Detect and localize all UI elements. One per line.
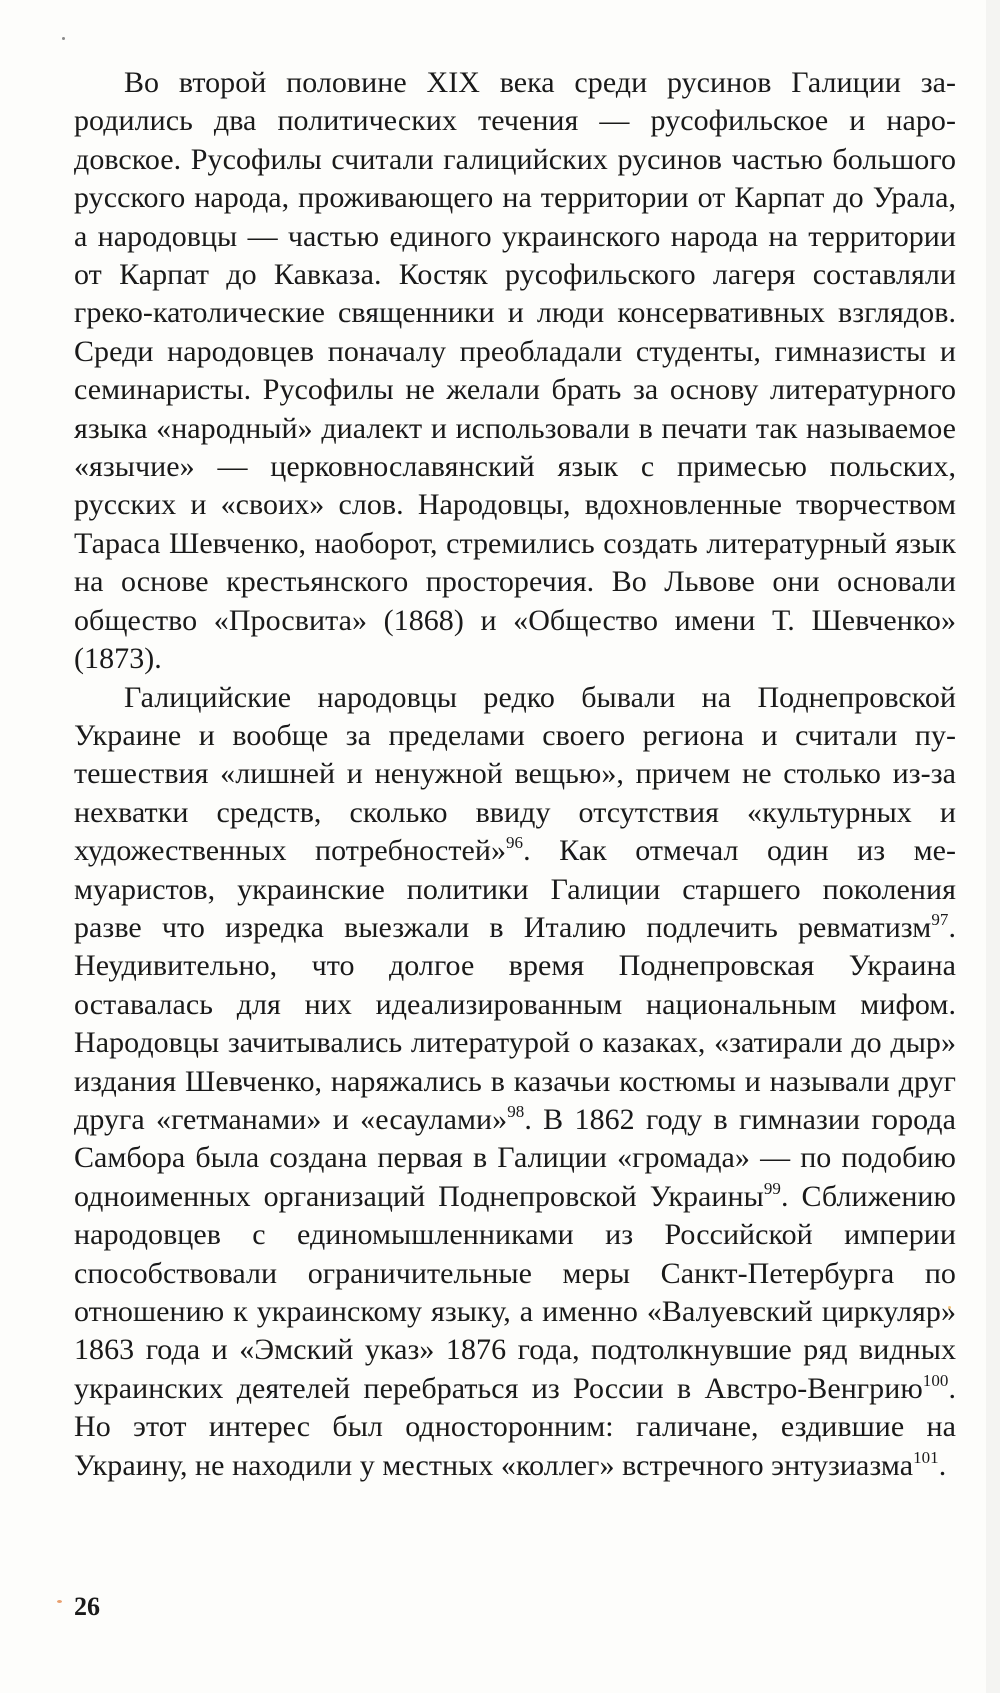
- footnote-ref: 101: [913, 1447, 939, 1467]
- paper-speck: [62, 37, 65, 40]
- text-run: . Неудивительно, что долгое время Поднепровская Украина оставалась для них идеализированным национальным мифом. Народовцы зачитывались литературой о казаках, «затирали до дыр» издания Шевченко, наряжались в казачьи костюмы и называли друг друга «гетманами» и «есаулами»: [74, 910, 956, 1136]
- page-number: 26: [74, 1592, 100, 1621]
- paragraph: [74, 679, 956, 1486]
- text-run: Во второй половине XIX века среди русинов Галиции зародились два политических течения — русофильское и народовское. Русофилы считали галицийских русинов частью большого русского народа, проживающего на территории от Карпат до Урала, а народовцы — частью единого украинского народа на территории от Карпат до Кавказа. Костяк русофильского лагеря составляли греко-католические священники и люди консервативных взглядов. Среди народовцев поначалу преобладали студенты, гимназисты и семинаристы. Русофилы не желали брать за основу литературного языка «народный» диалект и использовали в печати так называемое «язычие» — церковнославянский язык с примесью польских, русских и «своих» слов. Народовцы, вдохновленные творчеством Тараса Шевченко, наоборот, стремились создать литературный язык на основе крестьянского просторечия. Во Львове они основали общество «Просвита» (1868) и «Общество имени Т. Шевченко» (1873).: [74, 66, 956, 676]
- text-run: .: [938, 1448, 947, 1482]
- paper-speck: [57, 1600, 62, 1603]
- footnote-ref: 96: [506, 833, 524, 853]
- footnote-ref: 100: [922, 1370, 949, 1390]
- text-run: . Сближению народовцев с единомышленниками из Российской империи способствовали ограничительные меры Санкт-Петербурга по отношению к украинскому языку, а именно «Валуевский циркуляр» 1863 года и «Эмский указ» 1876 года, подтолкнувшие ряд видных украинских деятелей перебраться из России в Австро-Венгрию: [74, 1179, 957, 1405]
- text-run: Галицийские народовцы редко бывали на Поднепровской Украине и вообще за пределами своего региона и считали путешествия «лишней и ненужной вещью», причем не столько из-за нехватки средств, сколько ввиду отсутствия «культурных и художественных потребностей»: [74, 680, 956, 868]
- footnote-ref: 98: [507, 1101, 525, 1121]
- footnote-ref: 97: [931, 909, 949, 929]
- footnote-ref: 99: [763, 1178, 781, 1198]
- page-edge-shadow: [986, 0, 1000, 1693]
- body-text: [74, 64, 956, 1485]
- text-run: . Как отмечал один из мемуаристов, украинские политики Галиции старшего поколения разве что изредка выезжали в Италию подлечить ревматизм: [74, 834, 956, 944]
- text-run: . Но этот интерес был односторонним: галичане, ездившие на Украину, не находили у местных «коллег» встречного энтузиазма: [74, 1371, 956, 1482]
- paragraph: [74, 64, 956, 679]
- text-run: . В 1862 году в гимназии города Самбора была создана первая в Галиции «громада» — по подобию одноименных организаций Поднепровской Украины: [74, 1102, 956, 1213]
